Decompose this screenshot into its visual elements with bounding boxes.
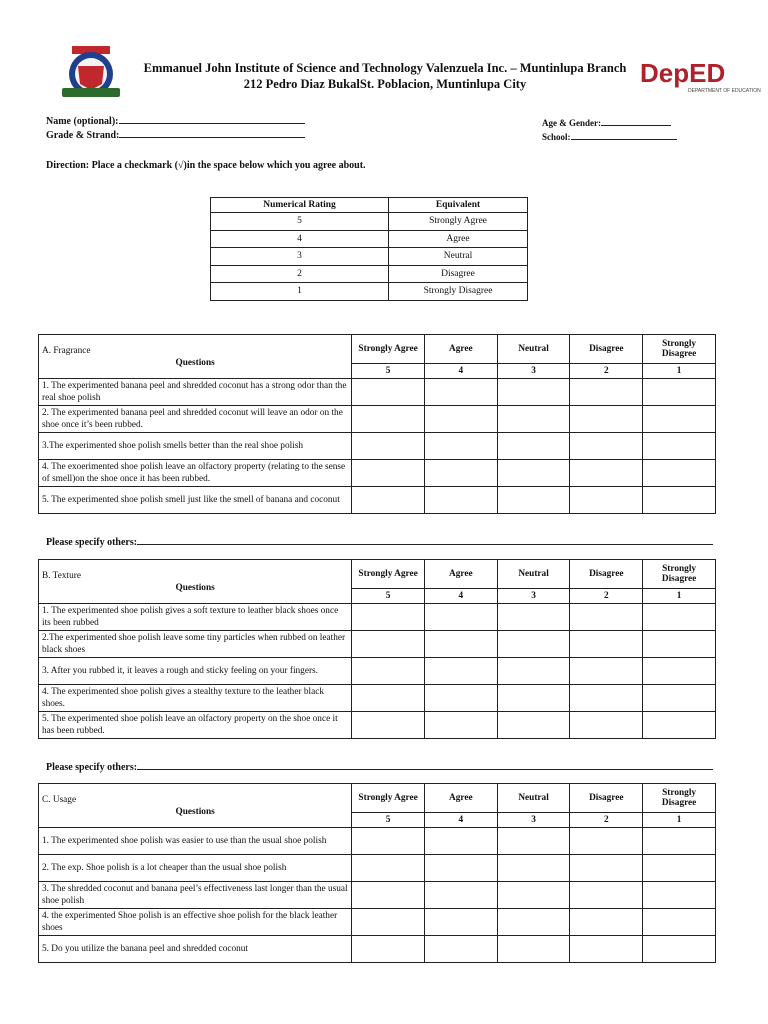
scale-header: Disagree xyxy=(570,335,643,364)
checkbox-cell[interactable] xyxy=(643,882,716,909)
checkbox-cell[interactable] xyxy=(643,855,716,882)
question-text: 4. The exoerimented shoe polish leave an olfactory property (relating to the sense of smell)on the shoe once it has been rubbed. xyxy=(39,460,352,487)
checkbox-cell[interactable] xyxy=(497,882,570,909)
scale-header: Agree xyxy=(424,560,497,589)
checkbox-cell[interactable] xyxy=(424,855,497,882)
checkbox-cell[interactable] xyxy=(643,658,716,685)
checkbox-cell[interactable] xyxy=(352,406,425,433)
checkbox-cell[interactable] xyxy=(424,936,497,963)
checkbox-cell[interactable] xyxy=(424,909,497,936)
checkbox-cell[interactable] xyxy=(352,828,425,855)
specify-input-line[interactable] xyxy=(137,535,713,545)
checkbox-cell[interactable] xyxy=(352,604,425,631)
checkbox-cell[interactable] xyxy=(424,487,497,514)
questions-header-cell xyxy=(39,560,352,604)
specify-label: Please specify others: xyxy=(46,762,138,773)
question-text: 5. The experimented shoe polish smell just like the smell of banana and coconut xyxy=(39,487,352,514)
checkbox-cell[interactable] xyxy=(570,712,643,739)
equivalent-header: Equivalent xyxy=(389,198,528,213)
question-row xyxy=(39,631,716,658)
checkbox-cell[interactable] xyxy=(570,631,643,658)
checkbox-cell[interactable] xyxy=(570,487,643,514)
checkbox-cell[interactable] xyxy=(570,828,643,855)
checkbox-cell[interactable] xyxy=(643,712,716,739)
school-name: Emmanuel John Institute of Science and Technology Valenzuela Inc. – Muntinlupa Branch xyxy=(143,61,627,75)
scale-number: 1 xyxy=(643,364,716,379)
scale-number: 5 xyxy=(352,589,425,604)
checkbox-cell[interactable] xyxy=(424,433,497,460)
school-address: 212 Pedro Diaz BukalSt. Poblacion, Muntinlupa City xyxy=(243,77,527,91)
rating-row: 4 Agree xyxy=(211,230,528,248)
checkbox-cell[interactable] xyxy=(497,828,570,855)
checkbox-cell[interactable] xyxy=(424,685,497,712)
rating-row: 2 Disagree xyxy=(211,265,528,283)
question-text: 4. The experimented shoe polish gives a stealthy texture to the leather black shoes. xyxy=(39,685,352,712)
deped-logo-subtext: DEPARTMENT OF EDUCATION xyxy=(688,88,761,94)
question-row xyxy=(39,936,716,963)
checkbox-cell[interactable] xyxy=(497,855,570,882)
checkbox-cell[interactable] xyxy=(497,658,570,685)
scale-number: 4 xyxy=(424,589,497,604)
scale-number: 2 xyxy=(570,589,643,604)
checkbox-cell[interactable] xyxy=(352,882,425,909)
checkbox-cell[interactable] xyxy=(570,379,643,406)
rating-row: 1 Strongly Disagree xyxy=(211,283,528,301)
scale-number: 1 xyxy=(643,589,716,604)
deped-logo-text: DepED xyxy=(640,58,726,88)
question-text: 1. The experimented shoe polish was easier to use than the usual shoe polish xyxy=(39,828,352,855)
checkbox-cell[interactable] xyxy=(643,487,716,514)
checkbox-cell[interactable] xyxy=(497,909,570,936)
questions-header: Questions xyxy=(175,357,215,368)
question-row xyxy=(39,658,716,685)
age-label: Age & Gender: xyxy=(542,118,601,128)
checkbox-cell[interactable] xyxy=(643,936,716,963)
scale-number: 3 xyxy=(497,589,570,604)
question-text: 3.The experimented shoe polish smells better than the real shoe polish xyxy=(39,433,352,460)
scale-header: Neutral xyxy=(497,335,570,364)
scale-header: Neutral xyxy=(497,784,570,813)
question-text: 2.The experimented shoe polish leave some tiny particles when rubbed on leather black shoes xyxy=(39,631,352,658)
checkbox-cell[interactable] xyxy=(643,379,716,406)
scale-header: Strongly Agree xyxy=(352,560,425,589)
question-row xyxy=(39,406,716,433)
rating-row: 3 Neutral xyxy=(211,248,528,266)
rating-row: 5 Strongly Agree xyxy=(211,213,528,231)
checkbox-cell[interactable] xyxy=(352,379,425,406)
checkbox-cell[interactable] xyxy=(497,712,570,739)
checkbox-cell[interactable] xyxy=(570,685,643,712)
checkbox-cell[interactable] xyxy=(497,460,570,487)
checkbox-cell[interactable] xyxy=(497,406,570,433)
question-text: 5. Do you utilize the banana peel and shredded coconut xyxy=(39,936,352,963)
questions-header: Questions xyxy=(175,582,215,593)
checkbox-cell[interactable] xyxy=(497,433,570,460)
specify-label: Please specify others: xyxy=(46,537,138,548)
checkbox-cell[interactable] xyxy=(570,433,643,460)
deped-logo xyxy=(638,52,761,96)
checkbox-cell[interactable] xyxy=(424,882,497,909)
checkbox-cell[interactable] xyxy=(643,433,716,460)
questions-header-cell xyxy=(39,335,352,379)
checkbox-cell[interactable] xyxy=(352,855,425,882)
checkbox-cell[interactable] xyxy=(424,828,497,855)
section-label: A. Fragrance xyxy=(42,345,91,356)
name-label: Name (optional): xyxy=(46,116,119,127)
checkbox-cell[interactable] xyxy=(570,936,643,963)
school-logo xyxy=(58,44,124,102)
checkbox-cell[interactable] xyxy=(570,909,643,936)
checkbox-cell[interactable] xyxy=(352,460,425,487)
checkbox-cell[interactable] xyxy=(643,909,716,936)
question-row xyxy=(39,433,716,460)
question-row xyxy=(39,909,716,936)
specify-others-field[interactable] xyxy=(46,535,726,548)
scale-number: 5 xyxy=(352,813,425,828)
question-text: 5. The experimented shoe polish leave an olfactory property on the shoe once it has been rubbed. xyxy=(39,712,352,739)
checkbox-cell[interactable] xyxy=(352,936,425,963)
checkbox-cell[interactable] xyxy=(570,882,643,909)
checkbox-cell[interactable] xyxy=(643,685,716,712)
question-row xyxy=(39,882,716,909)
question-row xyxy=(39,604,716,631)
question-text: 2. The experimented banana peel and shredded coconut will leave an odor on the shoe once it’s been rubbed. xyxy=(39,406,352,433)
checkbox-cell[interactable] xyxy=(570,658,643,685)
question-row xyxy=(39,712,716,739)
school-field[interactable] xyxy=(542,130,677,142)
survey-table-texture xyxy=(38,559,716,739)
checkbox-cell[interactable] xyxy=(352,685,425,712)
specify-others-field[interactable] xyxy=(46,760,726,773)
checkbox-cell[interactable] xyxy=(424,604,497,631)
header-title xyxy=(120,60,650,92)
checkbox-cell[interactable] xyxy=(424,631,497,658)
question-row xyxy=(39,828,716,855)
scale-header: Strongly Disagree xyxy=(643,335,716,364)
section-label: C. Usage xyxy=(42,794,77,805)
checkbox-cell[interactable] xyxy=(424,406,497,433)
survey-table-usage xyxy=(38,783,716,963)
checkbox-cell[interactable] xyxy=(497,379,570,406)
questions-header: Questions xyxy=(175,806,215,817)
checkbox-cell[interactable] xyxy=(643,460,716,487)
checkbox-cell[interactable] xyxy=(643,604,716,631)
grade-field[interactable] xyxy=(46,128,305,141)
checkbox-cell[interactable] xyxy=(352,712,425,739)
checkbox-cell[interactable] xyxy=(497,604,570,631)
questions-header-cell xyxy=(39,784,352,828)
grade-input-line[interactable] xyxy=(119,128,305,138)
checkbox-cell[interactable] xyxy=(352,433,425,460)
scale-header: Agree xyxy=(424,784,497,813)
name-field[interactable] xyxy=(46,114,305,127)
checkbox-cell[interactable] xyxy=(424,712,497,739)
scale-number: 4 xyxy=(424,364,497,379)
checkbox-cell[interactable] xyxy=(497,487,570,514)
scale-number: 5 xyxy=(352,364,425,379)
scale-header: Disagree xyxy=(570,560,643,589)
checkbox-cell[interactable] xyxy=(643,406,716,433)
rating-header: Numerical Rating xyxy=(211,198,389,213)
question-row xyxy=(39,379,716,406)
question-row xyxy=(39,685,716,712)
scale-number: 4 xyxy=(424,813,497,828)
checkbox-cell[interactable] xyxy=(352,658,425,685)
scale-header: Disagree xyxy=(570,784,643,813)
question-text: 1. The experimented banana peel and shredded coconut has a strong odor than the real shoe polish xyxy=(39,379,352,406)
checkbox-cell[interactable] xyxy=(497,685,570,712)
question-text: 1. The experimented shoe polish gives a soft texture to leather black shoes once its been rubbed xyxy=(39,604,352,631)
age-input-line[interactable] xyxy=(601,116,671,126)
checkbox-cell[interactable] xyxy=(352,909,425,936)
checkbox-cell[interactable] xyxy=(424,379,497,406)
question-row xyxy=(39,487,716,514)
school-input-line[interactable] xyxy=(571,130,677,140)
checkbox-cell[interactable] xyxy=(570,406,643,433)
rating-legend-table xyxy=(210,197,528,301)
specify-input-line[interactable] xyxy=(137,760,713,770)
scale-header: Strongly Agree xyxy=(352,784,425,813)
checkbox-cell[interactable] xyxy=(497,631,570,658)
checkbox-cell[interactable] xyxy=(352,631,425,658)
checkbox-cell[interactable] xyxy=(497,936,570,963)
question-text: 3. After you rubbed it, it leaves a rough and sticky feeling on your fingers. xyxy=(39,658,352,685)
school-label: School: xyxy=(542,132,571,142)
scale-number: 1 xyxy=(643,813,716,828)
checkbox-cell[interactable] xyxy=(424,460,497,487)
checkbox-cell[interactable] xyxy=(352,487,425,514)
checkbox-cell[interactable] xyxy=(643,828,716,855)
question-text: 4. the experimented Shoe polish is an effective shoe polish for the black leather shoes xyxy=(39,909,352,936)
checkbox-cell[interactable] xyxy=(643,631,716,658)
scale-header: Strongly Disagree xyxy=(643,560,716,589)
age-field[interactable] xyxy=(542,116,671,128)
question-row xyxy=(39,460,716,487)
name-input-line[interactable] xyxy=(119,114,305,124)
question-row xyxy=(39,855,716,882)
checkbox-cell[interactable] xyxy=(570,604,643,631)
checkbox-cell[interactable] xyxy=(570,460,643,487)
scale-header: Neutral xyxy=(497,560,570,589)
section-label: B. Texture xyxy=(42,570,81,581)
survey-table-fragrance xyxy=(38,334,716,514)
scale-header: Strongly Agree xyxy=(352,335,425,364)
question-text: 2. The exp. Shoe polish is a lot cheaper than the usual shoe polish xyxy=(39,855,352,882)
direction-text: Direction: Place a checkmark (√)in the space below which you agree about. xyxy=(46,160,366,171)
scale-number: 2 xyxy=(570,813,643,828)
checkbox-cell[interactable] xyxy=(570,855,643,882)
checkbox-cell[interactable] xyxy=(424,658,497,685)
scale-number: 3 xyxy=(497,364,570,379)
scale-number: 3 xyxy=(497,813,570,828)
scale-number: 2 xyxy=(570,364,643,379)
grade-label: Grade & Strand: xyxy=(46,130,120,141)
scale-header: Strongly Disagree xyxy=(643,784,716,813)
scale-header: Agree xyxy=(424,335,497,364)
question-text: 3. The shredded coconut and banana peel’s effectiveness last longer than the usual shoe polish xyxy=(39,882,352,909)
